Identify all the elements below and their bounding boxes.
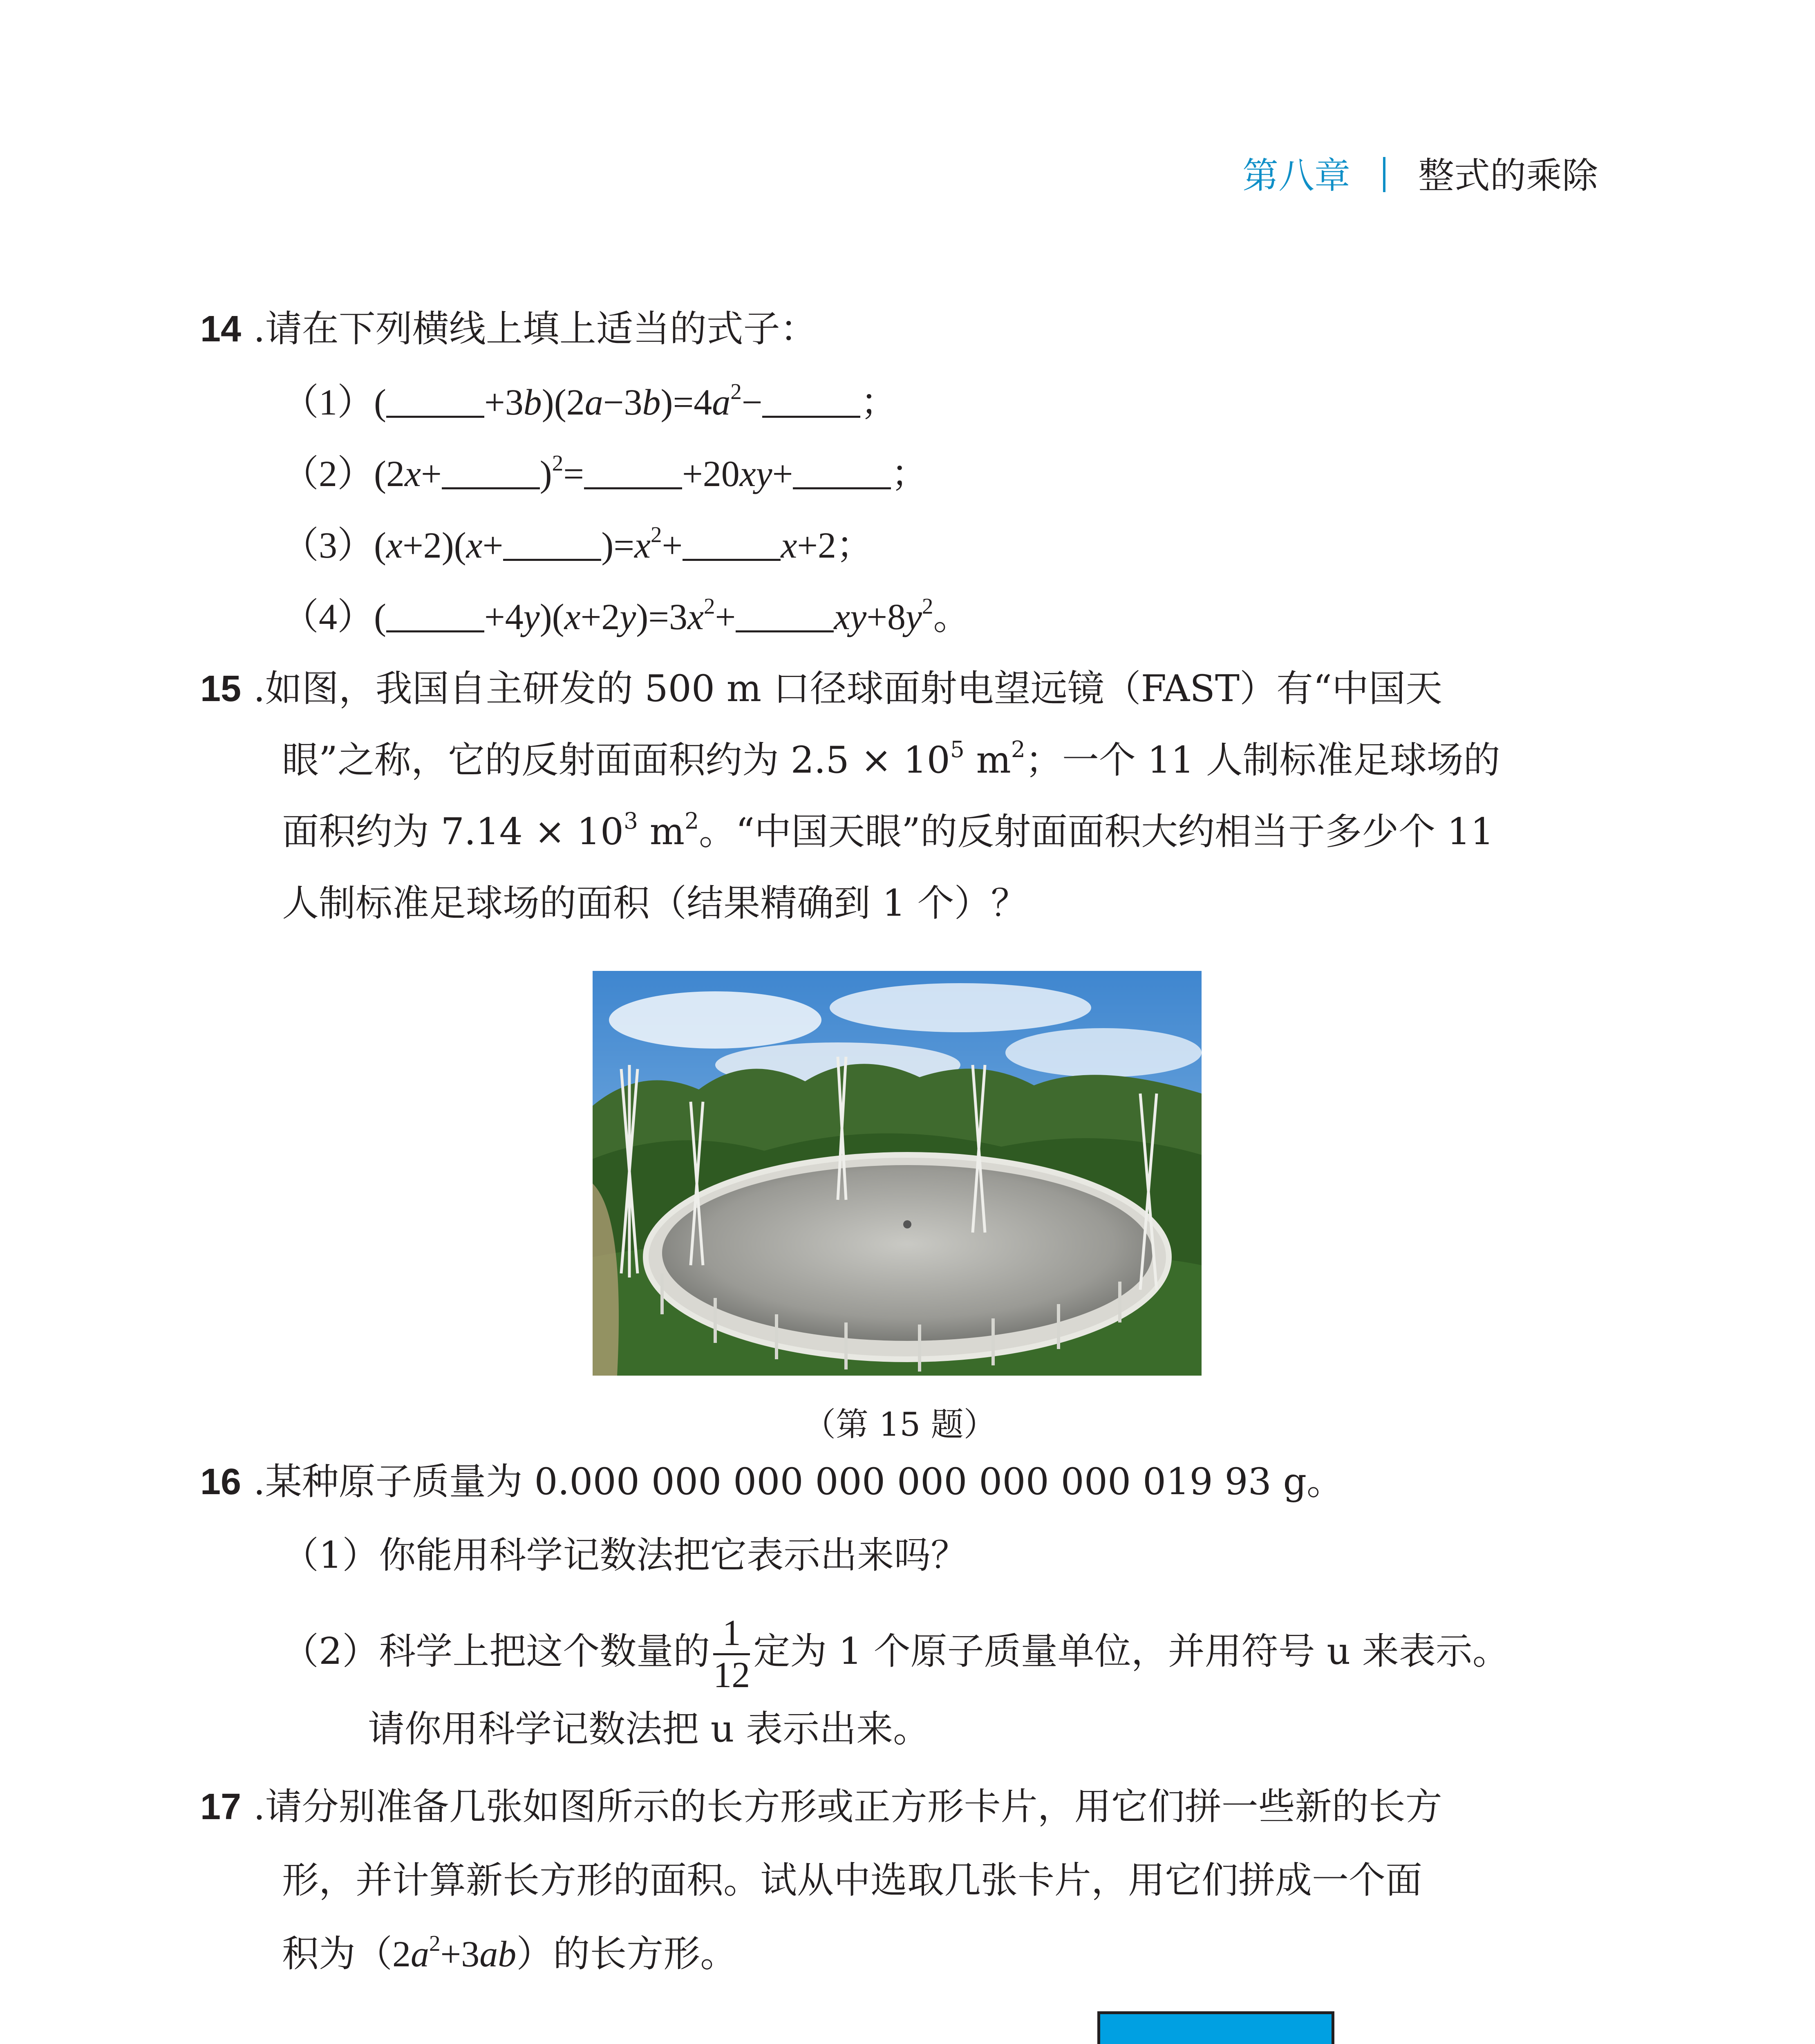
question-14-stem: 14 .请在下列横线上填上适当的式子：	[200, 307, 817, 350]
text: 面积约为 7.14 × 10	[282, 810, 624, 853]
question-14-part-2: $(2)(2x+ )^2= +20xy+$ ；	[282, 450, 928, 494]
question-14-part-1: $(1)( +3b)(2a-3b)=4a^2-$ ；	[282, 379, 897, 423]
fraction-numerator: 1	[713, 1615, 750, 1655]
answer-blank[interactable]	[736, 601, 834, 632]
question-number: 16	[200, 1461, 242, 1502]
question-15-line-3	[282, 808, 1494, 853]
chapter-label: 第八章	[1242, 155, 1351, 197]
text: ；一个 11 人制标准足球场的	[1025, 739, 1500, 782]
question-15-line-1: 15 .如图，我国自主研发的 500 m 口径球面射电望远镜（FAST）有“中国天	[200, 667, 1442, 710]
question-15-line-2	[282, 736, 1500, 782]
question-16-part-1: （1）你能用科学记数法把它表示出来吗？	[282, 1534, 968, 1577]
exponent: 2	[1011, 736, 1025, 762]
text: m	[638, 810, 685, 853]
telescope-illustration	[593, 971, 1202, 1376]
question-16-part-2	[282, 1615, 1509, 1694]
question-17-line-2: 形，并计算新长方形的面积。试从中选取几张卡片，用它们拼成一个面	[282, 1859, 1422, 1902]
text: m	[964, 739, 1011, 782]
running-header	[1242, 147, 1598, 199]
question-14-part-3: $(3)(x+2)(x+ )=x^2+ x+2$；	[282, 522, 873, 566]
question-text: 某种原子质量为 0.000 000 000 000 000 000 000 019 93 g。	[265, 1460, 1344, 1503]
header-divider	[1383, 157, 1385, 192]
exponent: 5	[950, 736, 965, 762]
part-label: （2）	[282, 454, 374, 494]
answer-blank[interactable]	[386, 601, 484, 632]
part-label: （1）	[282, 382, 374, 423]
text: ）的长方形。	[516, 1932, 737, 1975]
question-14-part-4: $(4)( +4y)(x+2y)=3x^2+ xy+8y^2$。	[282, 594, 970, 637]
answer-blank[interactable]	[793, 458, 891, 489]
part-label: （3）	[282, 525, 374, 566]
question-17-line-3: 积为$(2a^2+3ab)$的长方形。	[282, 1931, 737, 1975]
question-number: 17	[200, 1786, 242, 1827]
answer-blank[interactable]	[584, 458, 682, 489]
question-15-line-4: 人制标准足球场的面积（结果精确到 1 个）？	[282, 882, 1028, 925]
answer-blank[interactable]	[442, 458, 540, 489]
question-16-part-2-line-2: 请你用科学记数法把 u 表示出来。	[368, 1708, 930, 1750]
answer-blank[interactable]	[386, 386, 484, 418]
exponent: 3	[624, 808, 638, 834]
part-label: （4）	[282, 597, 374, 637]
question-number: 14	[200, 309, 242, 350]
answer-blank[interactable]	[762, 386, 860, 418]
card-square-a	[1097, 2011, 1334, 2044]
text: 定为 1 个原子质量单位，并用符号 u 来表示。	[753, 1629, 1509, 1673]
text: 积为（	[282, 1932, 392, 1975]
fraction	[713, 1615, 750, 1694]
answer-blank[interactable]	[503, 529, 601, 561]
text: （2）科学上把这个数量的	[282, 1629, 710, 1673]
question-number: 15	[200, 668, 242, 709]
question-17-line-1: 17 .请分别准备几张如图所示的长方形或正方形卡片，用它们拼一些新的长方	[200, 1785, 1442, 1828]
chapter-title: 整式的乘除	[1418, 155, 1598, 197]
figure-15-caption: （第 15 题）	[803, 1405, 996, 1443]
question-text: 请在下列横线上填上适当的式子：	[265, 307, 817, 350]
exponent: 2	[685, 808, 699, 834]
answer-blank[interactable]	[683, 529, 781, 561]
question-text: 如图，我国自主研发的 500 m 口径球面射电望远镜（FAST）有“中国天	[265, 667, 1442, 710]
fast-telescope-photo	[593, 971, 1202, 1376]
fraction-denominator: 12	[713, 1655, 750, 1695]
text: 。“中国天眼”的反射面面积大约相当于多少个 11	[699, 810, 1494, 853]
question-text: 请分别准备几张如图所示的长方形或正方形卡片，用它们拼一些新的长方	[265, 1785, 1442, 1828]
question-16-stem: 16 .某种原子质量为 0.000 000 000 000 000 000 000 019 93 g。	[200, 1460, 1344, 1503]
text: 眼”之称，它的反射面面积约为 2.5 × 10	[282, 739, 950, 782]
